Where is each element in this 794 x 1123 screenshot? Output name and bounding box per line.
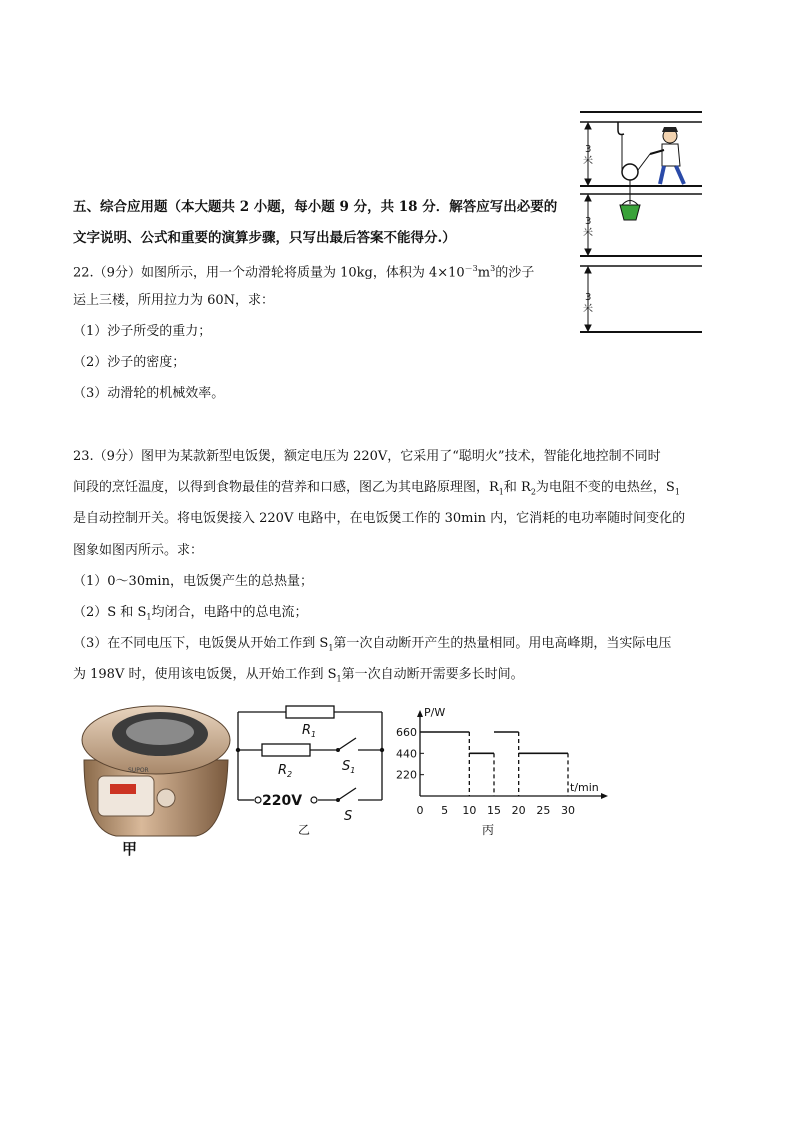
s1-label: $S_1$ xyxy=(342,759,356,775)
floor-label-num: 3 xyxy=(585,216,592,227)
x-tick-label: 5 xyxy=(441,804,449,817)
terminal-icon xyxy=(311,797,317,803)
q23-sub1: （1）0～30min，电饭煲产生的总热量； xyxy=(73,574,313,589)
worker-icon xyxy=(650,127,684,184)
x-tick-label: 25 xyxy=(536,804,551,817)
cooker-caption: 甲 xyxy=(122,840,138,858)
q23-sub3: （3）在不同电压下，电饭煲从开始工作到 $S_1$第一次自动断开产生的热量相同。用电高峰期，当实际电压 xyxy=(73,636,672,653)
q22-sub3: （3）动滑轮的机械效率。 xyxy=(73,386,225,401)
q23-line4: 图象如图丙所示。求： xyxy=(73,543,204,558)
floor-label-unit: 米 xyxy=(583,304,593,315)
switch-s1-icon xyxy=(338,738,356,750)
switch-s-icon xyxy=(338,788,356,800)
r1-label: $R_1$ xyxy=(302,723,317,739)
rice-cooker-figure xyxy=(76,700,238,860)
x-axis-label: t/min xyxy=(570,781,599,794)
circuit-caption: 乙 xyxy=(298,823,311,837)
y-tick-label: 220 xyxy=(396,768,417,782)
y-tick-label: 440 xyxy=(396,747,417,761)
q22-line2: 运上三楼，所用拉力为 60N，求： xyxy=(73,293,275,308)
chart-caption: 丙 xyxy=(482,823,495,837)
section-heading-line1: 五、综合应用题（本大题共 2 小题，每小题 9 分，共 18 分．解答应写出必要的 xyxy=(73,199,558,215)
floor-label-num: 3 xyxy=(585,292,592,303)
section-heading-line2: 文字说明、公式和重要的演算步骤，只写出最后答案不能得分.） xyxy=(73,230,456,246)
y-axis-label: P/W xyxy=(424,706,446,719)
q23-line1: 23.（9分）图甲为某款新型电饭煲，额定电压为 220V，它采用了“聪明火”技术，智能化地控制不同时 xyxy=(73,449,661,464)
q22-sub2: （2）沙子的密度； xyxy=(73,355,186,370)
floor-label-unit: 米 xyxy=(583,156,593,167)
q22-line1: 22.（9分）如图所示，用一个动滑轮将质量为 10kg，体积为 $4\times 10^{-3}m^3$的沙子 xyxy=(73,264,535,281)
r2-label: $R_2$ xyxy=(278,763,293,779)
x-tick-label: 30 xyxy=(561,804,575,817)
circuit-figure xyxy=(234,700,394,840)
q23-line2: 间段的烹饪温度，以得到食物最佳的营养和口感，图乙为其电路原理图，$R_1$和 $R_2$为电阻不变的电热丝，$S_1$ xyxy=(73,480,680,497)
floor-label-num: 3 xyxy=(585,144,592,155)
y-tick-label: 660 xyxy=(396,726,417,739)
sand-bucket-icon xyxy=(620,205,640,220)
cooker-brand: SUPOR xyxy=(128,767,149,774)
x-tick-label: 20 xyxy=(511,804,526,817)
q23-sub2: （2）S 和 $S_1$均闭合，电路中的总电流； xyxy=(73,605,308,622)
x-tick-label: 10 xyxy=(462,804,477,817)
pulley-wheel-icon xyxy=(622,164,638,180)
power-time-chart xyxy=(390,700,620,840)
floor-label-unit: 米 xyxy=(583,228,593,239)
q23-sub4: 为 198V 时，使用该电饭煲，从开始工作到 $S_1$第一次自动断开需要多长时间。 xyxy=(73,667,524,684)
q22-sub1: （1）沙子所受的重力； xyxy=(73,324,212,339)
resistor-r2-icon xyxy=(262,744,310,756)
s-label: S xyxy=(344,809,353,824)
terminal-icon xyxy=(255,797,261,803)
pulley-figure xyxy=(578,108,704,338)
x-axis-arrow-icon xyxy=(601,793,608,799)
resistor-r1-icon xyxy=(286,706,334,718)
y-axis-arrow-icon xyxy=(417,710,423,717)
x-tick-label: 0 xyxy=(416,804,424,817)
ceiling-hook-icon xyxy=(618,122,624,135)
source-label: 220V xyxy=(262,793,303,809)
x-tick-label: 15 xyxy=(487,804,501,817)
q23-line3: 是自动控制开关。将电饭煲接入 220V 电路中，在电饭煲工作的 30min 内，它消耗的电功率随时间变化的 xyxy=(73,511,686,526)
